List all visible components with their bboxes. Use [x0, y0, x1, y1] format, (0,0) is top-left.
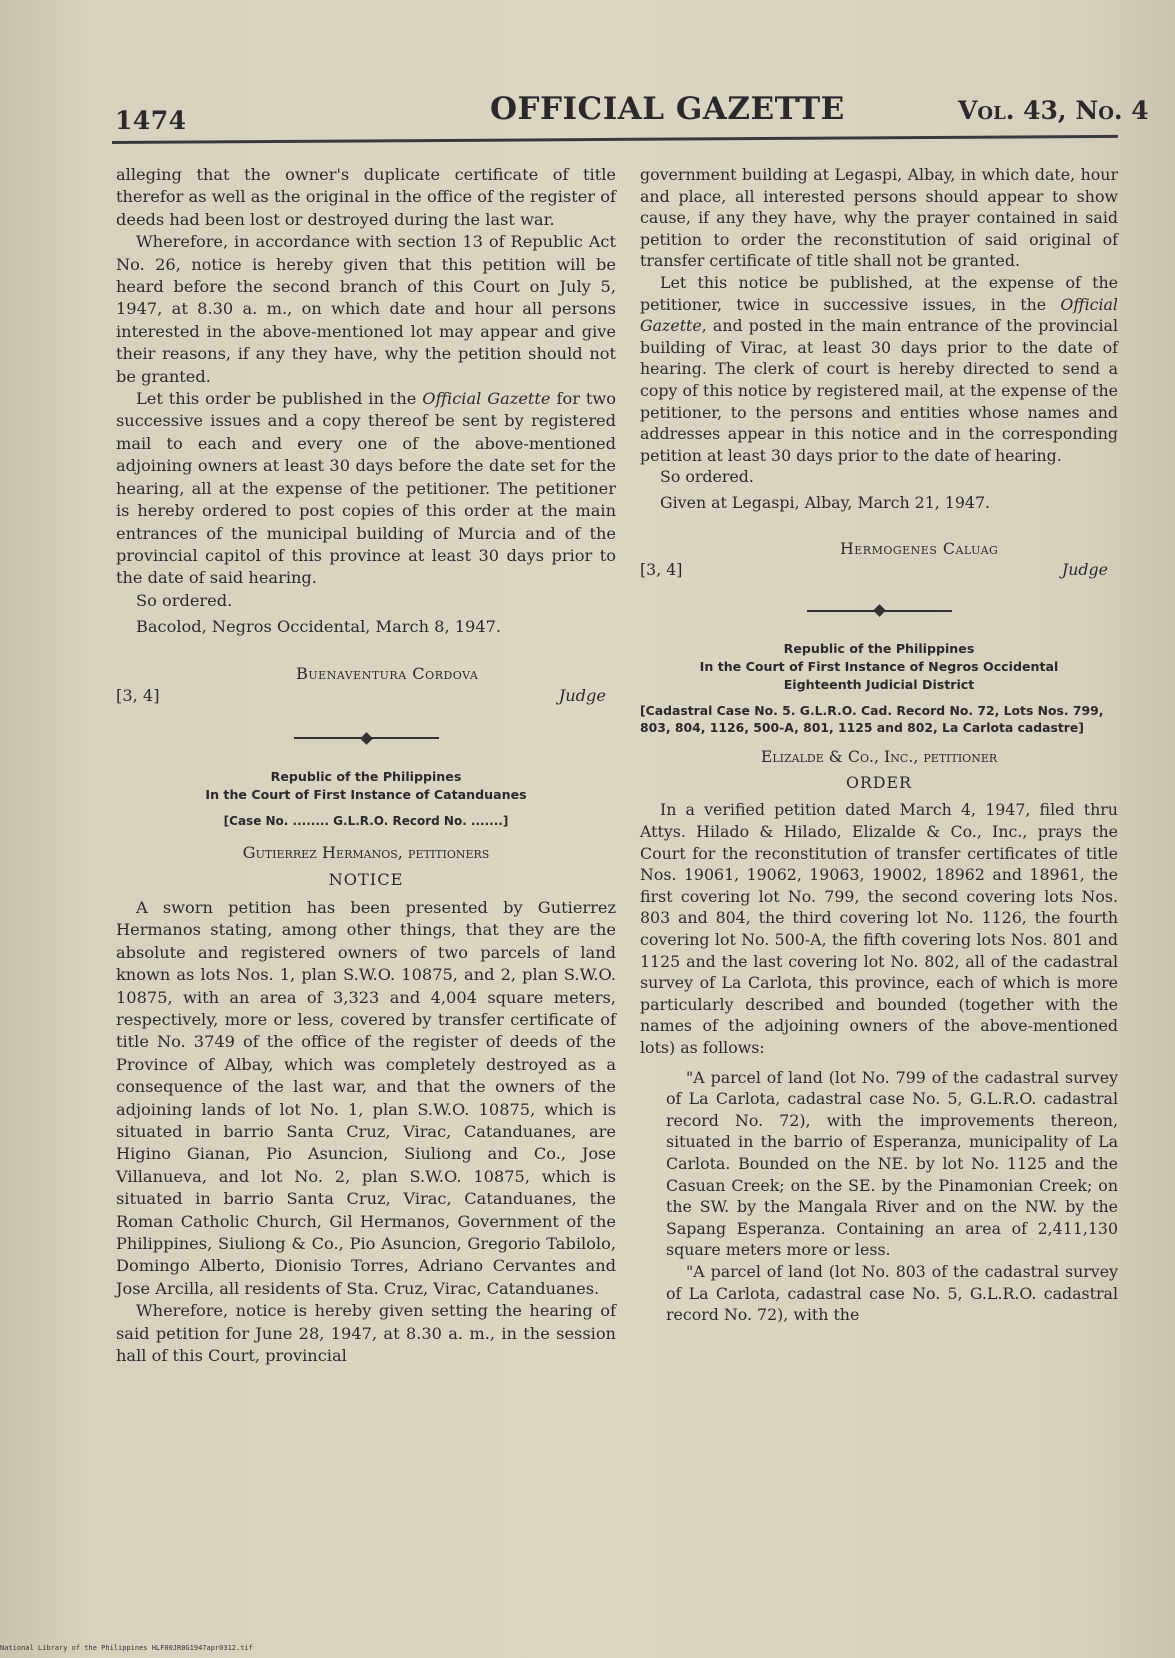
- diamond-ornament-icon: [873, 604, 886, 617]
- text-run: , and posted in the main entrance of the provincial building of Virac, at least 30 days prior to the date of hearing. The clerk of court is hereby directed to send a copy of this notice by registered mail, at the expense of the petitioner, to the persons and entities whose names and addresses appear in this notice and in the corresponding petition at least 30 days prior to the date of hearing.: [640, 316, 1118, 465]
- court-heading-2: In the Court of First Instance of Catanduanes: [205, 786, 527, 802]
- notice-paragraph-2: Wherefore, notice is hereby given setting the hearing of said petition for June 28, 1947, at 8.30 a. m., in the session hall of this Court, provincial: [116, 1301, 616, 1366]
- court-heading-1: Republic of the Philippines: [783, 641, 975, 657]
- notice-title: NOTICE: [328, 869, 404, 889]
- signer-name: Hermogenes Caluag: [840, 538, 999, 558]
- volume-label: Vol. 43, No. 4: [958, 96, 1149, 125]
- text-run: Let this notice be published, at the expense of the petitioner, twice in successive issues, in the: [640, 272, 1118, 314]
- so-ordered: So ordered.: [660, 467, 754, 487]
- lot-description-1: "A parcel of land (lot No. 799 of the cadastral survey of La Carlota, cadastral case No. 5, G.L.R.O. cadastral record No. 72), with the improvements thereon, situated in the barrio of Esperanza, municipality of La Carlota. Bounded on the NE. by lot No. 1125 and the Casuan Creek; on the SE. by the Pinamonian Creek; on the SW. by the Mangala River and on the NW. by the Sapang Esperanza. Containing an area of 2,411,130 square meters more or less.: [666, 1067, 1118, 1260]
- issue-numbers: [3, 4]: [640, 560, 683, 580]
- left-column: [116, 164, 616, 1368]
- page-title: OFFICIAL GAZETTE: [490, 91, 845, 127]
- notice-paragraph-1: A sworn petition has been presented by Gutierrez Hermanos stating, among other things, that they are the absolute and registered owners of two parcels of land known as lots Nos. 1, plan S.W.O. 10875, and 2, plan S.W.O. 10875, with an area of 3,323 and 4,004 square meters, respectively, more or less, covered by transfer certificate of title No. 3749 of the office of the register of deeds of the Province of Albay, which was completely destroyed as a consequence of the last war, and that the owners of the adjoining lands of lot No. 1, plan S.W.O. 10875, which is situated in barrio Santa Cruz, Virac, Catanduanes, are Higino Gianan, Pio Asuncion, Siuliong and Co., Jose Villanueva, and lot No. 2, plan S.W.O. 10875, which is situated in barrio Santa Cruz, Virac, Catanduanes, the Roman Catholic Church, Gil Hermanos, Government of the Philippines, Siuliong & Co., Pio Asuncion, Gregorio Tabilolo, Domingo Alberto, Dionisio Torres, Adriano Cervantes and Jose Arcilla, all residents of Sta. Cruz, Virac, Catanduanes.: [116, 897, 616, 1298]
- left-paragraph-3: [116, 388, 616, 590]
- place-date: Given at Legaspi, Albay, March 21, 1947.: [660, 492, 991, 512]
- header-rule: [112, 135, 1118, 144]
- case-number: [Case No. ........ G.L.R.O. Record No. .......]: [223, 813, 509, 828]
- section-divider: [116, 727, 616, 749]
- signature-row: [116, 685, 616, 707]
- emphasis-text: Official Gazette: [422, 389, 551, 409]
- order-paragraph-1: In a verified petition dated March 4, 1947, filed thru Attys. Hilado & Hilado, Elizalde & Co., Inc., prays the Court for the reconstitution of transfer certificates of title Nos. 19061, 19062, 19063, 19002, 18962 and 18961, the first covering lot No. 799, the second covering lots Nos. 803 and 804, the third covering lot No. 1126, the fourth covering lot No. 500-A, the fifth covering lots Nos. 801 and 1125 and the last covering lot No. 802, all of the cadastral survey of La Carlota, this province, each of which is more particularly described and bounded (together with the names of the adjoining owners of the above-mentioned lots) as follows:: [640, 800, 1118, 1057]
- issue-numbers: [3, 4]: [116, 685, 160, 705]
- case-number: [Cadastral Case No. 5. G.L.R.O. Cad. Record No. 72, Lots Nos. 799, 803, 804, 1126, 500-A, 801, 1125 and 802, La Carlota cadastre]: [640, 703, 1104, 736]
- court-heading-1: Republic of the Philippines: [270, 768, 462, 784]
- court-heading-2: In the Court of First Instance of Negros Occidental: [699, 659, 1059, 675]
- signature-row: [640, 559, 1118, 581]
- signer-name: Buenaventura Cordova: [296, 663, 479, 683]
- text-run: Let this order be published in the: [136, 389, 423, 409]
- right-column: [640, 164, 1118, 1326]
- page-number: 1474: [115, 106, 187, 135]
- court-heading-3: Eighteenth Judicial District: [783, 677, 975, 693]
- scan-footer: National Library of the Philippines HLF00JR0G1947apr0312.tif: [0, 1644, 253, 1652]
- order-title: ORDER: [846, 772, 912, 792]
- right-paragraph-1: government building at Legaspi, Albay, in which date, hour and place, all interested persons should appear to show cause, if any they have, why the prayer contained in said petition to order the reconstitution of said original of transfer certificate of title shall not be granted.: [640, 165, 1118, 271]
- judge-title: Judge: [1061, 560, 1108, 580]
- section-divider: [640, 601, 1118, 623]
- left-paragraph-2: Wherefore, in accordance with section 13 of Republic Act No. 26, notice is hereby given that this petition will be heard before the second branch of this Court on July 5, 1947, at 8.30 a. m., on which date and hour all persons interested in the above-mentioned lot may appear and give their reasons, if any they have, why the petition should not be granted.: [116, 232, 616, 386]
- lot-description-2: "A parcel of land (lot No. 803 of the cadastral survey of La Carlota, cadastral case No. 5, G.L.R.O. cadastral record No. 72), with the: [666, 1261, 1118, 1325]
- so-ordered: So ordered.: [136, 590, 233, 610]
- left-paragraph-1: alleging that the owner's duplicate certificate of title therefor as well as the original in the office of the register of deeds had been lost or destroyed during the last war.: [116, 165, 616, 229]
- text-run: for two successive issues and a copy thereof be sent by registered mail to each and every one of the above-mentioned adjoining owners at least 30 days before the date set for the hearing, all at the expense of the petitioner. The petitioner is hereby ordered to post copies of this order at the main entrances of the municipal building of Murcia and of the provincial capitol of this province at least 30 days prior to the date of said hearing.: [116, 389, 616, 588]
- emphasis-text: Official Gazette: [640, 294, 1118, 336]
- right-paragraph-2: [640, 272, 1118, 466]
- diamond-ornament-icon: [360, 732, 373, 745]
- judge-title: Judge: [558, 685, 606, 705]
- petitioner-name: Gutierrez Hermanos, petitioners: [242, 843, 490, 863]
- petitioner-name: Elizalde & Co., Inc., petitioner: [760, 747, 998, 767]
- place-date: Bacolod, Negros Occidental, March 8, 1947.: [136, 617, 502, 637]
